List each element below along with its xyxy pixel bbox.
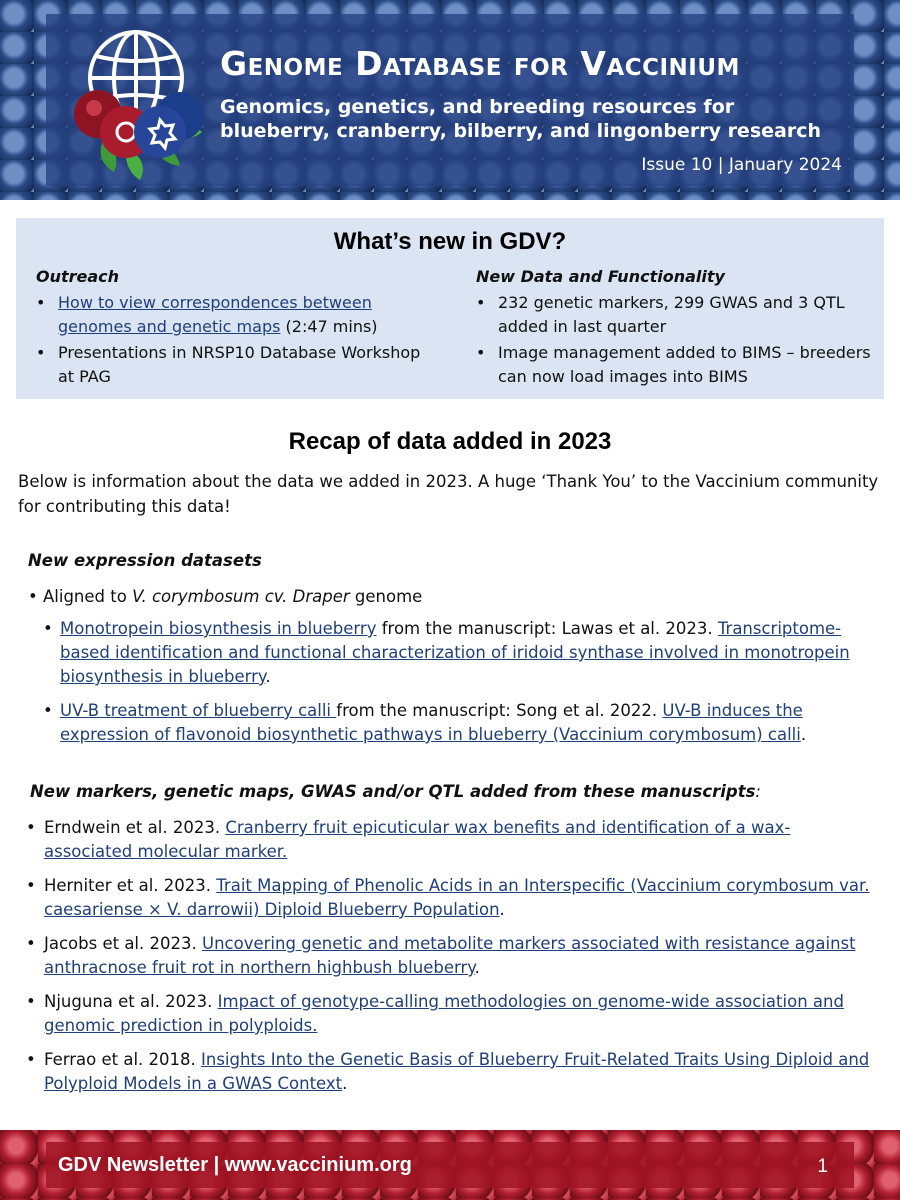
expression-heading: New expression datasets [28, 551, 262, 570]
list-item [26, 1048, 876, 1096]
new-data-column [476, 265, 876, 391]
paper-link[interactable]: Transcriptome-based identification and functional characterization of iridoid synthase involved in monotropein biosynthesis in blueberry [60, 619, 850, 686]
new-data-heading: New Data and Functionality [476, 267, 725, 286]
period: . [265, 667, 271, 686]
aligned-species: V. corymbosum cv. Draper [132, 587, 350, 606]
authors: Erndwein et al. 2023. [44, 818, 226, 837]
markers-heading [30, 782, 761, 801]
list-item [476, 291, 876, 339]
paper-link[interactable]: Impact of genotype-calling methodologies on genome-wide association and genomic prediction in polyploids. [44, 992, 844, 1035]
whats-new-heading: What’s new in GDV? [333, 228, 567, 255]
footer [0, 1130, 900, 1200]
outreach-column [36, 265, 436, 391]
newsletter-subtitle: Genomics, genetics, and breeding resources for blueberry, cranberry, bilberry, and lingonberry research [220, 96, 821, 142]
list-item [43, 699, 878, 747]
authors: Njuguna et al. 2023. [44, 992, 218, 1011]
video-link[interactable]: How to view correspondences between genomes and genetic maps [58, 293, 372, 336]
authors: Ferrao et al. 2018. [44, 1050, 201, 1069]
footer-text: GDV Newsletter | www.vaccinium.org [58, 1154, 412, 1176]
issue-date: Issue 10 | January 2024 [641, 155, 842, 175]
list-item [28, 585, 878, 747]
list-item [36, 291, 436, 339]
citation-text: from the manuscript: Song et al. 2022. [336, 701, 663, 720]
period: . [342, 1074, 348, 1093]
page-number: 1 [817, 1156, 828, 1177]
list-item [26, 932, 876, 980]
paper-link[interactable]: Uncovering genetic and metabolite markers associated with resistance against anthracnose fruit rot in northern highbush blueberry [44, 934, 856, 977]
newsletter-title: Genome Database for Vaccinium [220, 44, 740, 83]
markers-list [26, 816, 876, 1106]
period: . [800, 725, 807, 744]
dataset-link[interactable]: UV-B treatment of blueberry calli [60, 701, 337, 720]
list-item [26, 874, 876, 922]
period: . [499, 900, 505, 919]
header-banner [0, 0, 900, 200]
list-item [36, 341, 436, 389]
list-item [476, 341, 876, 389]
new-data-list [476, 291, 876, 389]
authors: Herniter et al. 2023. [44, 876, 217, 895]
dataset-link[interactable]: Monotropein biosynthesis in blueberry [60, 619, 377, 638]
workshop-text: Presentations in NRSP10 Database Workshop at PAG [58, 343, 421, 386]
outreach-list [36, 291, 436, 389]
image-management-text: Image management added to BIMS – breeders can now load images into BIMS [498, 343, 871, 386]
list-item [26, 816, 876, 864]
whats-new-box [16, 218, 884, 399]
period: . [474, 958, 480, 977]
list-item [43, 617, 878, 689]
aligned-prefix: Aligned to [43, 587, 133, 606]
outreach-heading: Outreach [36, 267, 120, 286]
recap-intro: Below is information about the data we added in 2023. A huge ‘Thank You’ to the Vaccinium community for contributing this data! [18, 472, 879, 516]
markers-heading-text: New markers, genetic maps, GWAS and/or QTL added from these manuscripts [30, 782, 756, 801]
markers-added-text: 232 genetic markers, 299 GWAS and 3 QTL added in last quarter [498, 293, 845, 336]
citation-text: from the manuscript: Lawas et al. 2023. [376, 619, 718, 638]
paper-link[interactable]: UV-B induces the expression of flavonoid biosynthetic pathways in blueberry (Vaccinium corymbosum) calli [60, 701, 803, 744]
paper-link[interactable]: Cranberry fruit epicuticular wax benefits and identification of a wax-associated molecular marker. [44, 818, 791, 861]
authors: Jacobs et al. 2023. [44, 934, 202, 953]
paper-link[interactable]: Trait Mapping of Phenolic Acids in an Interspecific (Vaccinium corymbosum var. caesariense × V. darrowii) Diploid Blueberry Population [44, 876, 870, 919]
recap-heading: Recap of data added in 2023 [288, 428, 612, 455]
video-duration: (2:47 mins) [280, 317, 378, 336]
expression-list [28, 585, 878, 757]
list-item [26, 990, 876, 1038]
globe-berries-logo-icon [64, 20, 214, 180]
expression-sublist [43, 617, 878, 747]
markers-heading-colon: : [755, 782, 761, 801]
aligned-suffix: genome [349, 587, 423, 606]
paper-link[interactable]: Insights Into the Genetic Basis of Blueberry Fruit-Related Traits Using Diploid and Polyploid Models in a GWAS Context [44, 1050, 870, 1093]
